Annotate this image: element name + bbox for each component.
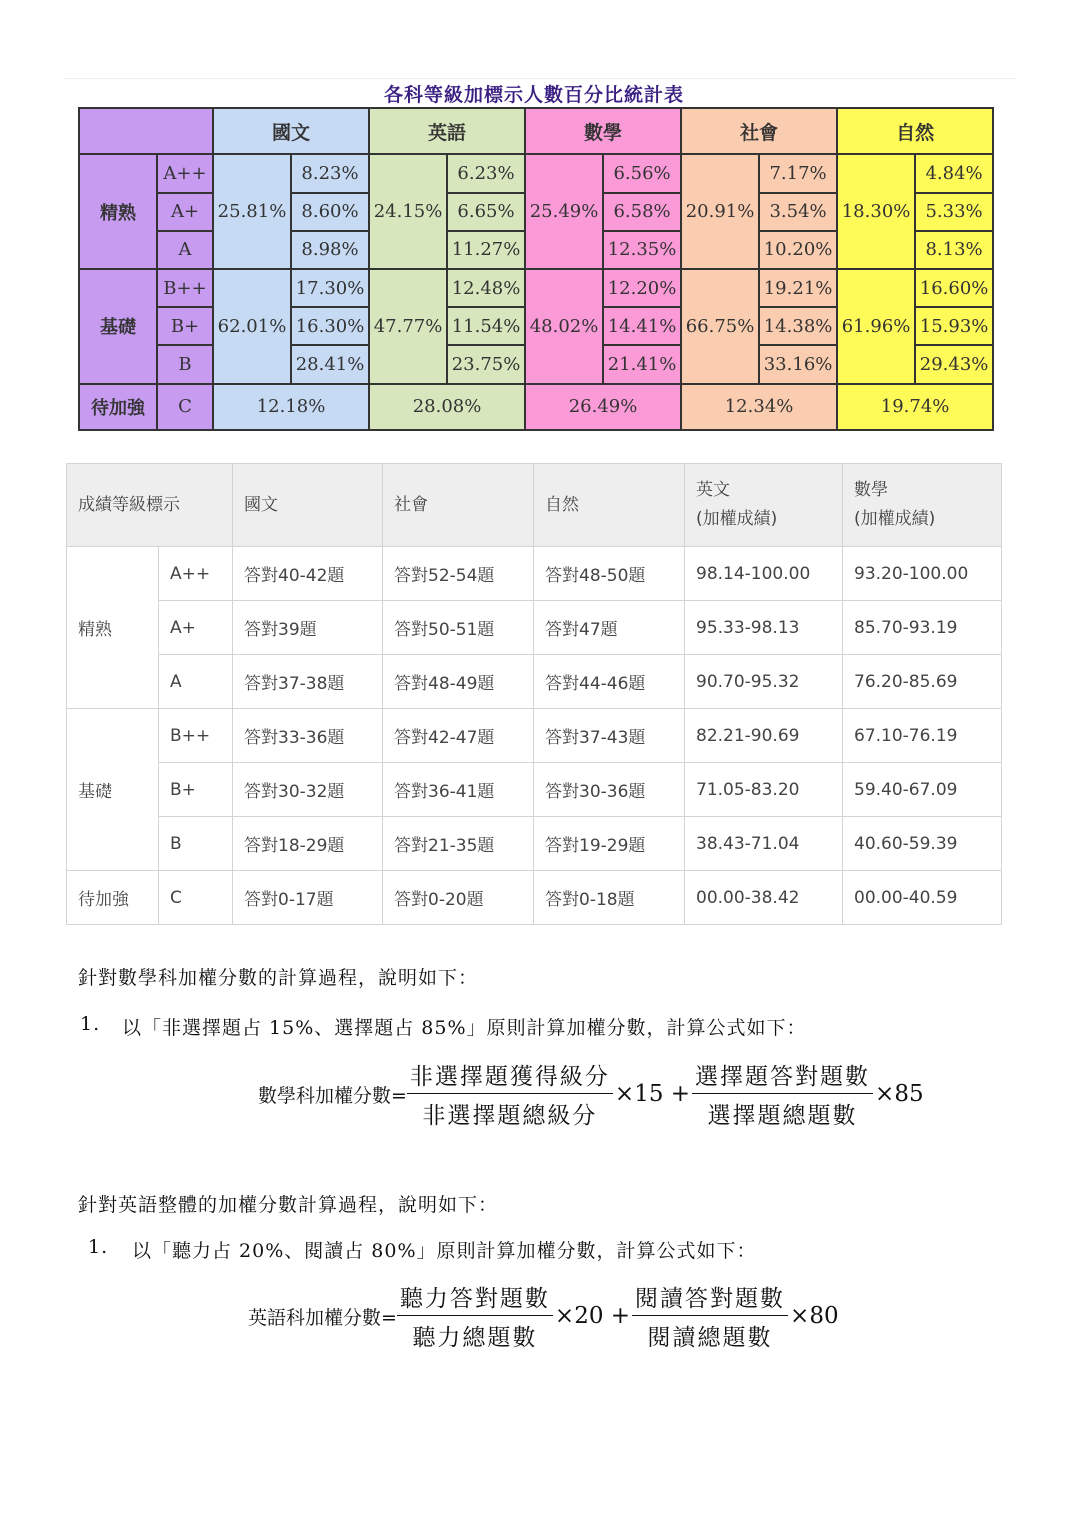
value-cell: 17.30% xyxy=(291,269,369,307)
english-item-number: 1. xyxy=(88,1236,109,1258)
range-cell: 40.60-59.39 xyxy=(843,817,1002,871)
grade-label: A+ xyxy=(157,193,213,231)
fraction: $\frac{\text{選擇題答對題數}}{\text{選擇題總題數}}$ xyxy=(692,1058,873,1130)
formula-label: 英語科加權分數= xyxy=(248,1306,397,1329)
header-cell: 國文 xyxy=(233,464,383,547)
top-rule xyxy=(65,78,1015,79)
value-cell: 12.48% xyxy=(447,269,525,307)
group-proficient: 精熟 xyxy=(79,154,157,269)
percentage-table xyxy=(78,107,994,431)
table-row xyxy=(67,871,1002,925)
value-cell: 19.21% xyxy=(759,269,837,307)
fraction: $\frac{\text{聽力答對題數}}{\text{聽力總題數}}$ xyxy=(397,1280,553,1352)
range-cell: 答對30-36題 xyxy=(534,763,685,817)
range-cell: 90.70-95.32 xyxy=(685,655,843,709)
range-cell: 95.33-98.13 xyxy=(685,601,843,655)
value-cell: 8.13% xyxy=(915,231,993,269)
range-cell: 答對18-29題 xyxy=(233,817,383,871)
grade-label: B xyxy=(157,345,213,383)
value-cell: 3.54% xyxy=(759,193,837,231)
grade-label: A++ xyxy=(159,547,233,601)
range-cell: 答對0-18題 xyxy=(534,871,685,925)
math-item-number: 1. xyxy=(80,1013,101,1035)
header-cell: 英文 (加權成績) xyxy=(685,464,843,547)
value-cell: 6.56% xyxy=(603,154,681,192)
formula-operator: ×85 xyxy=(875,1081,924,1107)
total-cell: 25.49% xyxy=(525,154,603,269)
total-cell: 61.96% xyxy=(837,269,915,384)
value-cell: 5.33% xyxy=(915,193,993,231)
range-cell: 答對37-38題 xyxy=(233,655,383,709)
formula-operator: ×15 + xyxy=(614,1081,691,1107)
header-social: 社會 xyxy=(681,108,837,154)
range-cell: 答對52-54題 xyxy=(383,547,534,601)
range-cell: 答對48-49題 xyxy=(383,655,534,709)
grade-label: B+ xyxy=(157,307,213,345)
value-cell: 11.27% xyxy=(447,231,525,269)
math-section-title: 針對數學科加權分數的計算過程，說明如下： xyxy=(78,967,479,989)
value-cell: 23.75% xyxy=(447,345,525,383)
group-proficient: 精熟 xyxy=(67,547,159,709)
range-cell: 38.43-71.04 xyxy=(685,817,843,871)
value-cell: 14.38% xyxy=(759,307,837,345)
c-value-cell: 28.08% xyxy=(369,384,525,430)
grade-label: B xyxy=(159,817,233,871)
grade-label: A++ xyxy=(157,154,213,192)
range-cell: 93.20-100.00 xyxy=(843,547,1002,601)
formula-label: 數學科加權分數= xyxy=(258,1084,407,1107)
range-cell: 76.20-85.69 xyxy=(843,655,1002,709)
value-cell: 33.16% xyxy=(759,345,837,383)
table-row xyxy=(67,601,1002,655)
range-cell: 答對19-29題 xyxy=(534,817,685,871)
score-range-table xyxy=(66,463,1002,925)
grade-label: C xyxy=(157,384,213,430)
value-cell: 16.60% xyxy=(915,269,993,307)
value-cell: 14.41% xyxy=(603,307,681,345)
math-item-text: 以「非選擇題占 15%、選擇題占 85%」原則計算加權分數，計算公式如下： xyxy=(122,1017,807,1039)
table-row xyxy=(67,655,1002,709)
header-cell: 社會 xyxy=(383,464,534,547)
range-cell: 答對0-20題 xyxy=(383,871,534,925)
value-cell: 4.84% xyxy=(915,154,993,192)
value-cell: 8.98% xyxy=(291,231,369,269)
value-cell: 28.41% xyxy=(291,345,369,383)
c-value-cell: 26.49% xyxy=(525,384,681,430)
header-chinese: 國文 xyxy=(213,108,369,154)
grade-label: B++ xyxy=(157,269,213,307)
range-cell: 答對33-36題 xyxy=(233,709,383,763)
grade-label: A xyxy=(159,655,233,709)
group-basic: 基礎 xyxy=(79,269,157,384)
value-cell: 10.20% xyxy=(759,231,837,269)
header-cell: 自然 xyxy=(534,464,685,547)
table-row xyxy=(67,547,1002,601)
total-cell: 24.15% xyxy=(369,154,447,269)
header-cell: 數學 (加權成績) xyxy=(843,464,1002,547)
value-cell: 21.41% xyxy=(603,345,681,383)
range-cell: 答對39題 xyxy=(233,601,383,655)
range-cell: 答對47題 xyxy=(534,601,685,655)
grade-label: A+ xyxy=(159,601,233,655)
range-cell: 答對36-41題 xyxy=(383,763,534,817)
range-cell: 答對50-51題 xyxy=(383,601,534,655)
range-cell: 答對0-17題 xyxy=(233,871,383,925)
value-cell: 12.35% xyxy=(603,231,681,269)
value-cell: 6.58% xyxy=(603,193,681,231)
formula-operator: ×80 xyxy=(790,1303,839,1329)
c-value-cell: 19.74% xyxy=(837,384,993,430)
fraction: $\frac{\text{非選擇題獲得級分}}{\text{非選擇題總級分}}$ xyxy=(407,1058,613,1130)
range-cell: 00.00-40.59 xyxy=(843,871,1002,925)
range-cell: 答對40-42題 xyxy=(233,547,383,601)
value-cell: 16.30% xyxy=(291,307,369,345)
grade-label: B+ xyxy=(159,763,233,817)
c-value-cell: 12.18% xyxy=(213,384,369,430)
group-needs-work: 待加強 xyxy=(67,871,159,925)
total-cell: 47.77% xyxy=(369,269,447,384)
fraction: $\frac{\text{閱讀答對題數}}{\text{閱讀總題數}}$ xyxy=(632,1280,788,1352)
total-cell: 48.02% xyxy=(525,269,603,384)
range-cell: 85.70-93.19 xyxy=(843,601,1002,655)
total-cell: 18.30% xyxy=(837,154,915,269)
range-cell: 71.05-83.20 xyxy=(685,763,843,817)
math-formula xyxy=(258,1058,926,1130)
header-grade-label: 成績等級標示 xyxy=(67,464,233,547)
value-cell: 15.93% xyxy=(915,307,993,345)
range-cell: 98.14-100.00 xyxy=(685,547,843,601)
english-item-text: 以「聽力占 20%、閱讀占 80%」原則計算加權分數，計算公式如下： xyxy=(132,1240,757,1262)
group-basic: 基礎 xyxy=(67,709,159,871)
value-cell: 6.23% xyxy=(447,154,525,192)
header-math: 數學 xyxy=(525,108,681,154)
header-science: 自然 xyxy=(837,108,993,154)
english-section-title: 針對英語整體的加權分數計算過程，說明如下： xyxy=(78,1194,499,1216)
range-cell: 67.10-76.19 xyxy=(843,709,1002,763)
corner-cell xyxy=(79,108,213,154)
total-cell: 25.81% xyxy=(213,154,291,269)
c-value-cell: 12.34% xyxy=(681,384,837,430)
value-cell: 8.60% xyxy=(291,193,369,231)
range-cell: 答對37-43題 xyxy=(534,709,685,763)
grade-label: A xyxy=(157,231,213,269)
value-cell: 8.23% xyxy=(291,154,369,192)
total-cell: 66.75% xyxy=(681,269,759,384)
english-formula xyxy=(248,1280,841,1352)
table1-title: 各科等級加標示人數百分比統計表 xyxy=(383,84,684,106)
table-row xyxy=(67,817,1002,871)
total-cell: 20.91% xyxy=(681,154,759,269)
range-cell: 00.00-38.42 xyxy=(685,871,843,925)
range-cell: 答對44-46題 xyxy=(534,655,685,709)
table-row xyxy=(67,763,1002,817)
range-cell: 59.40-67.09 xyxy=(843,763,1002,817)
table-row xyxy=(67,709,1002,763)
range-cell: 答對42-47題 xyxy=(383,709,534,763)
range-cell: 答對30-32題 xyxy=(233,763,383,817)
formula-operator: ×20 + xyxy=(554,1303,631,1329)
grade-label: C xyxy=(159,871,233,925)
range-cell: 82.21-90.69 xyxy=(685,709,843,763)
grade-label: B++ xyxy=(159,709,233,763)
value-cell: 6.65% xyxy=(447,193,525,231)
range-cell: 答對48-50題 xyxy=(534,547,685,601)
header-english: 英語 xyxy=(369,108,525,154)
value-cell: 29.43% xyxy=(915,345,993,383)
value-cell: 11.54% xyxy=(447,307,525,345)
range-cell: 答對21-35題 xyxy=(383,817,534,871)
value-cell: 12.20% xyxy=(603,269,681,307)
total-cell: 62.01% xyxy=(213,269,291,384)
value-cell: 7.17% xyxy=(759,154,837,192)
group-needs-work: 待加強 xyxy=(79,384,157,430)
